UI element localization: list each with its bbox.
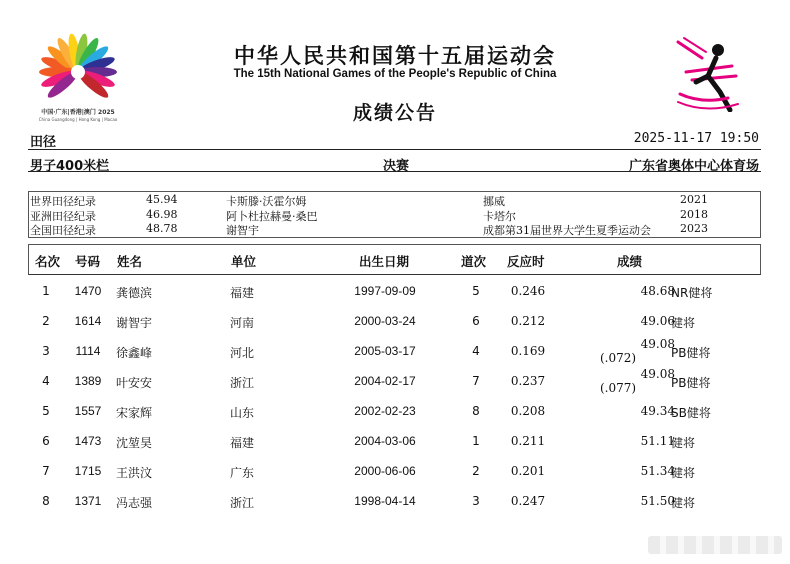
birthdate-cell: 1998-04-14 [354,494,416,508]
record-row [29,208,760,223]
rank-cell: 3 [42,344,50,358]
result-row [0,336,790,366]
result-row [0,426,790,456]
bib-cell: 1614 [74,314,102,328]
rank-cell: 5 [42,404,50,418]
birthdate-cell: 2004-02-17 [354,374,416,388]
record-place: 卡塔尔 [483,210,516,223]
team-cell: 河南 [230,316,255,330]
lane-cell: 2 [472,464,480,478]
col-reaction: 反应时 [507,254,545,269]
team-cell: 河北 [230,346,255,360]
result-row [0,456,790,486]
athlete-name: 徐鑫峰 [116,346,153,360]
rank-cell: 4 [42,374,50,388]
result-tiebreak: (.077) [600,381,637,395]
note-cell: 健将 [671,316,696,330]
athlete-name: 龚德滨 [116,286,153,300]
reaction-time-cell: 0.247 [510,494,546,508]
result-row [0,276,790,306]
reaction-time-cell: 0.237 [510,374,546,388]
record-year: 2021 [680,193,708,206]
bib-cell: 1371 [74,494,102,508]
col-result: 成绩 [617,254,643,269]
result-tiebreak: (.072) [600,351,637,365]
record-time: 46.98 [146,208,178,221]
result-cell [600,314,675,328]
record-holder: 卡斯滕·沃霍尔姆 [226,195,307,208]
bib-cell: 1473 [74,434,102,448]
note-cell: SB健将 [671,406,711,420]
rank-cell: 6 [42,434,50,448]
result-row [0,306,790,336]
games-title-zh: 中华人民共和国第十五届运动会 [234,44,556,68]
team-cell: 浙江 [230,496,255,510]
rank-cell: 7 [42,464,50,478]
document-subtitle: 成绩公告 [352,102,437,124]
lane-cell: 6 [472,314,480,328]
bib-cell: 1715 [74,464,102,478]
col-bib: 号码 [75,254,101,269]
watermark-strip [648,536,782,554]
record-place: 成都第31届世界大学生夏季运动会 [483,224,651,237]
result-cell [600,367,675,395]
note-cell: 健将 [671,466,696,480]
record-time: 48.78 [146,222,178,235]
datetime: 2025-11-17 19:50 [633,131,759,146]
rank-cell: 8 [42,494,50,508]
col-rank: 名次 [35,254,61,269]
result-cell [600,464,675,478]
records-table [28,191,761,238]
birthdate-cell: 1997-09-09 [354,284,416,298]
birthdate-cell: 2002-02-23 [354,404,416,418]
note-cell: PB健将 [671,346,711,360]
record-year: 2023 [680,222,708,235]
result-time: 51.11 [640,434,675,448]
athlete-name: 沈堃昊 [116,436,153,450]
team-cell: 山东 [230,406,255,420]
result-cell [600,404,675,418]
rank-cell: 2 [42,314,50,328]
reaction-time-cell: 0.211 [510,434,546,448]
reaction-time-cell: 0.246 [510,284,546,298]
result-time: 51.34 [640,464,675,478]
result-row [0,366,790,396]
col-unit: 单位 [231,254,257,269]
event-name: 男子400米栏 [30,159,110,174]
result-cell [600,337,675,365]
result-row [0,396,790,426]
result-time: 51.50 [640,494,675,508]
athlete-name: 王洪汶 [116,466,153,480]
note-cell: 健将 [671,436,696,450]
result-cell [600,434,675,448]
record-place: 挪威 [483,195,505,208]
lane-cell: 8 [472,404,480,418]
athlete-name: 冯志强 [116,496,153,510]
team-cell: 广东 [230,466,255,480]
athlete-name: 谢智宇 [116,316,153,330]
lane-cell: 7 [472,374,480,388]
birthdate-cell: 2000-03-24 [354,314,416,328]
lane-cell: 5 [472,284,480,298]
games-title-en: The 15th National Games of the People's Republic of China [233,68,557,80]
results-header [28,244,761,275]
team-cell: 福建 [230,286,255,300]
record-row [29,193,760,208]
record-year: 2018 [680,208,708,221]
team-cell: 福建 [230,436,255,450]
record-holder: 谢智宇 [226,224,259,237]
reaction-time-cell: 0.169 [510,344,546,358]
note-cell: NR健将 [671,286,713,300]
team-cell: 浙江 [230,376,255,390]
record-time: 45.94 [146,193,178,206]
result-cell [600,494,675,508]
result-time: 49.34 [640,404,675,418]
event-stage: 决赛 [383,159,410,174]
bib-cell: 1389 [74,374,102,388]
lane-cell: 3 [472,494,480,508]
divider [28,171,761,172]
col-lane: 道次 [461,254,487,269]
result-time: 49.08 [640,337,675,351]
record-label: 全国田径纪录 [30,224,96,237]
birthdate-cell: 2004-03-06 [354,434,416,448]
record-label: 世界田径纪录 [30,195,96,208]
record-holder: 阿卜杜拉赫曼·桑巴 [226,210,318,223]
birthdate-cell: 2000-06-06 [354,464,416,478]
reaction-time-cell: 0.212 [510,314,546,328]
lane-cell: 1 [472,434,480,448]
athlete-name: 叶安安 [116,376,153,390]
bib-cell: 1470 [74,284,102,298]
result-cell [600,284,675,298]
col-dob: 出生日期 [359,254,410,269]
note-cell: PB健将 [671,376,711,390]
reaction-time-cell: 0.208 [510,404,546,418]
athlete-name: 宋家辉 [116,406,153,420]
rank-cell: 1 [42,284,50,298]
record-label: 亚洲田径纪录 [30,210,96,223]
reaction-time-cell: 0.201 [510,464,546,478]
result-time: 49.06 [640,314,675,328]
result-time: 49.08 [640,367,675,381]
record-row [29,222,760,237]
note-cell: 健将 [671,496,696,510]
venue: 广东省奥体中心体育场 [628,159,759,174]
logo-caption: 中国·广东|香港|澳门 2025 [41,109,115,116]
logo-caption-en: China Guangdong | Hong Kong | Macao [38,117,118,122]
sport-label: 田径 [30,135,57,150]
bib-cell: 1114 [75,344,101,358]
col-name: 姓名 [117,254,143,269]
divider [28,149,761,150]
result-row [0,486,790,516]
result-time: 48.68 [640,284,675,298]
birthdate-cell: 2005-03-17 [354,344,416,358]
bib-cell: 1557 [74,404,102,418]
lane-cell: 4 [472,344,480,358]
